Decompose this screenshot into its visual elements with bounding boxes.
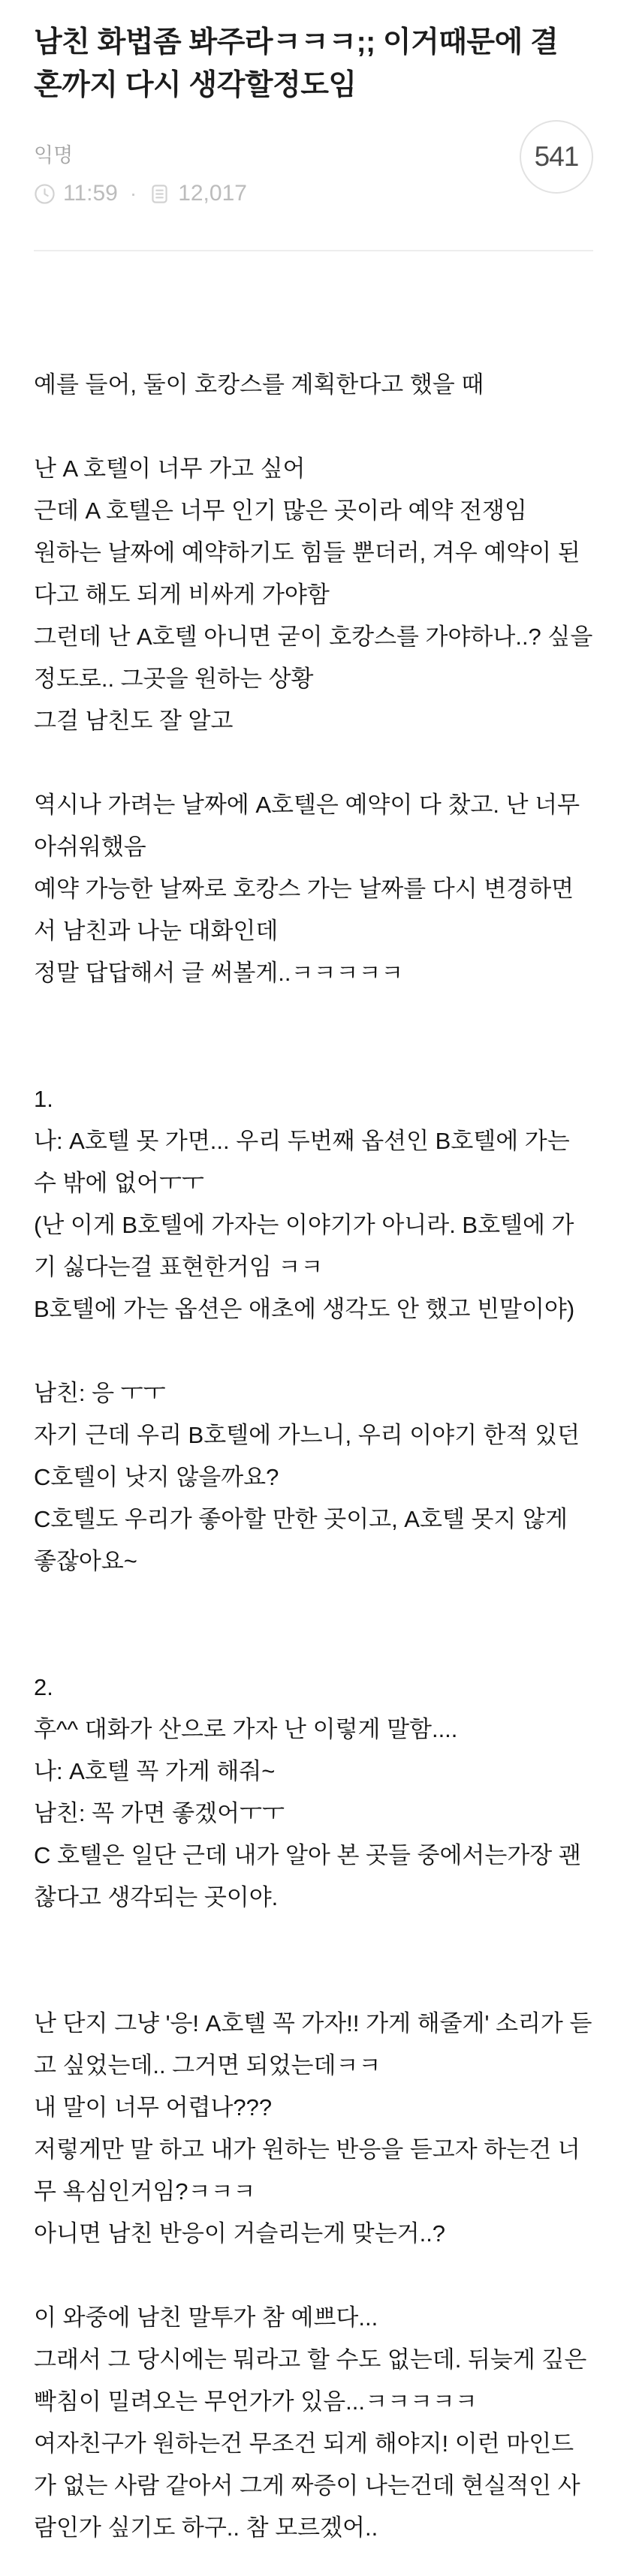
body-blank-line — [34, 1583, 593, 1625]
body-blank-line — [34, 1625, 593, 1667]
body-line: 난 A 호텔이 너무 가고 싶어 — [34, 455, 306, 482]
body-line: (난 이게 B호텔에 가자는 이야기가 아니라. B호텔에 가기 싫다는걸 표현한거임 ㅋㅋ — [34, 1212, 574, 1280]
body-line: C호텔도 우리가 좋아할 만한 곳이고, A호텔 못지 않게 좋잖아요~ — [34, 1506, 568, 1574]
comment-count: 541 — [534, 141, 579, 172]
body-line: 나: A호텔 꼭 가게 해줘~ — [34, 1758, 276, 1784]
body-line: 내 말이 너무 어렵나??? — [34, 2094, 273, 2121]
body-line: 그래서 그 당시에는 뭐라고 할 수도 없는데. 뒤늦게 깊은 빡침이 밀려오는 무언가가 있음...ㅋㅋㅋㅋㅋ — [34, 2346, 587, 2415]
body-blank-line — [34, 1036, 593, 1078]
post-author: 익명 — [34, 144, 74, 167]
body-line: 근데 A 호텔은 너무 인기 많은 곳이라 예약 전쟁임 — [34, 497, 527, 524]
post-time: 11:59 — [63, 181, 118, 206]
body-line: 이 와중에 남친 말투가 참 예쁘다... — [34, 2304, 378, 2331]
body-blank-line — [34, 994, 593, 1036]
body-line: 나: A호텔 못 가면... 우리 두번째 옵션인 B호텔에 가는 수 밖에 없어ㅜㅜ — [34, 1128, 570, 1196]
body-line: 2. — [34, 1674, 53, 1700]
body-blank-line — [34, 1330, 593, 1372]
body-line: C 호텔은 일단 근데 내가 알아 본 곳들 중에서는가장 괜찮다고 생각되는 곳이야. — [34, 1842, 581, 1910]
clock-icon — [34, 183, 56, 205]
post-meta — [34, 180, 593, 207]
body-blank-line — [34, 1961, 593, 2003]
divider — [34, 250, 593, 251]
body-line: 자기 근데 우리 B호텔에 가느니, 우리 이야기 한적 있던 C호텔이 낫지 않을까요? — [34, 1422, 580, 1490]
body-line: 역시나 가려는 날짜에 A호텔은 예약이 다 찼고. 난 너무 아쉬워했음 — [34, 792, 580, 860]
body-line: 그런데 난 A호텔 아니면 굳이 호캉스를 가야하나..? 싶을 정도로.. 그곳을 원하는 상황 — [34, 624, 593, 692]
document-icon — [149, 183, 170, 205]
post-body — [34, 364, 593, 2549]
body-blank-line — [34, 1919, 593, 1961]
body-line: 난 단지 그냥 '응! A호텔 꼭 가자!! 가게 해줄게' 소리가 듣고 싶었는데.. 그거면 되었는데ㅋㅋ — [34, 2010, 592, 2079]
body-line: 정말 답답해서 글 써볼게..ㅋㅋㅋㅋㅋ — [34, 960, 404, 986]
body-line: 여자친구가 원하는건 무조건 되게 해야지! 이런 마인드가 없는 사람 같아서 그게 짜증이 나는건데 현실적인 사람인가 싶기도 하구.. 참 모르겠어.. — [34, 2430, 580, 2541]
post-header — [34, 0, 593, 207]
body-line: 예를 들어, 둘이 호캉스를 계획한다고 했을 때 — [34, 371, 484, 398]
body-blank-line — [34, 742, 593, 784]
body-line: 후^^ 대화가 산으로 가자 난 이렇게 말함.... — [34, 1716, 458, 1742]
meta-dot-separator: · — [129, 182, 137, 205]
post-title: 남친 화법좀 봐주라ㅋㅋㅋ;; 이거때문에 결혼까지 다시 생각할정도임 — [34, 26, 559, 101]
body-blank-line — [34, 2255, 593, 2297]
body-line: 남친: 꼭 가면 좋겠어ㅜㅜ — [34, 1800, 285, 1826]
body-line: 아니면 남친 반응이 거슬리는게 맞는거..? — [34, 2220, 446, 2247]
body-line: 저렇게만 말 하고 내가 원하는 반응을 듣고자 하는건 너무 욕심인거임?ㅋㅋㅋ — [34, 2136, 580, 2205]
view-count: 12,017 — [178, 181, 247, 206]
comment-count-badge[interactable] — [520, 120, 593, 194]
body-line: 원하는 날짜에 예약하기도 힘들 뿐더러, 겨우 예약이 된다고 해도 되게 비싸게 가야함 — [34, 540, 580, 608]
body-line: 그걸 남친도 잘 알고 — [34, 708, 234, 734]
body-line: B호텔에 가는 옵션은 애초에 생각도 안 했고 빈말이야) — [34, 1296, 575, 1322]
body-line: 1. — [34, 1086, 53, 1112]
body-line: 예약 가능한 날짜로 호캉스 가는 날짜를 다시 변경하면서 남친과 나눈 대화인데 — [34, 876, 574, 944]
body-line: 남친: 응 ㅜㅜ — [34, 1380, 166, 1406]
body-blank-line — [34, 406, 593, 448]
